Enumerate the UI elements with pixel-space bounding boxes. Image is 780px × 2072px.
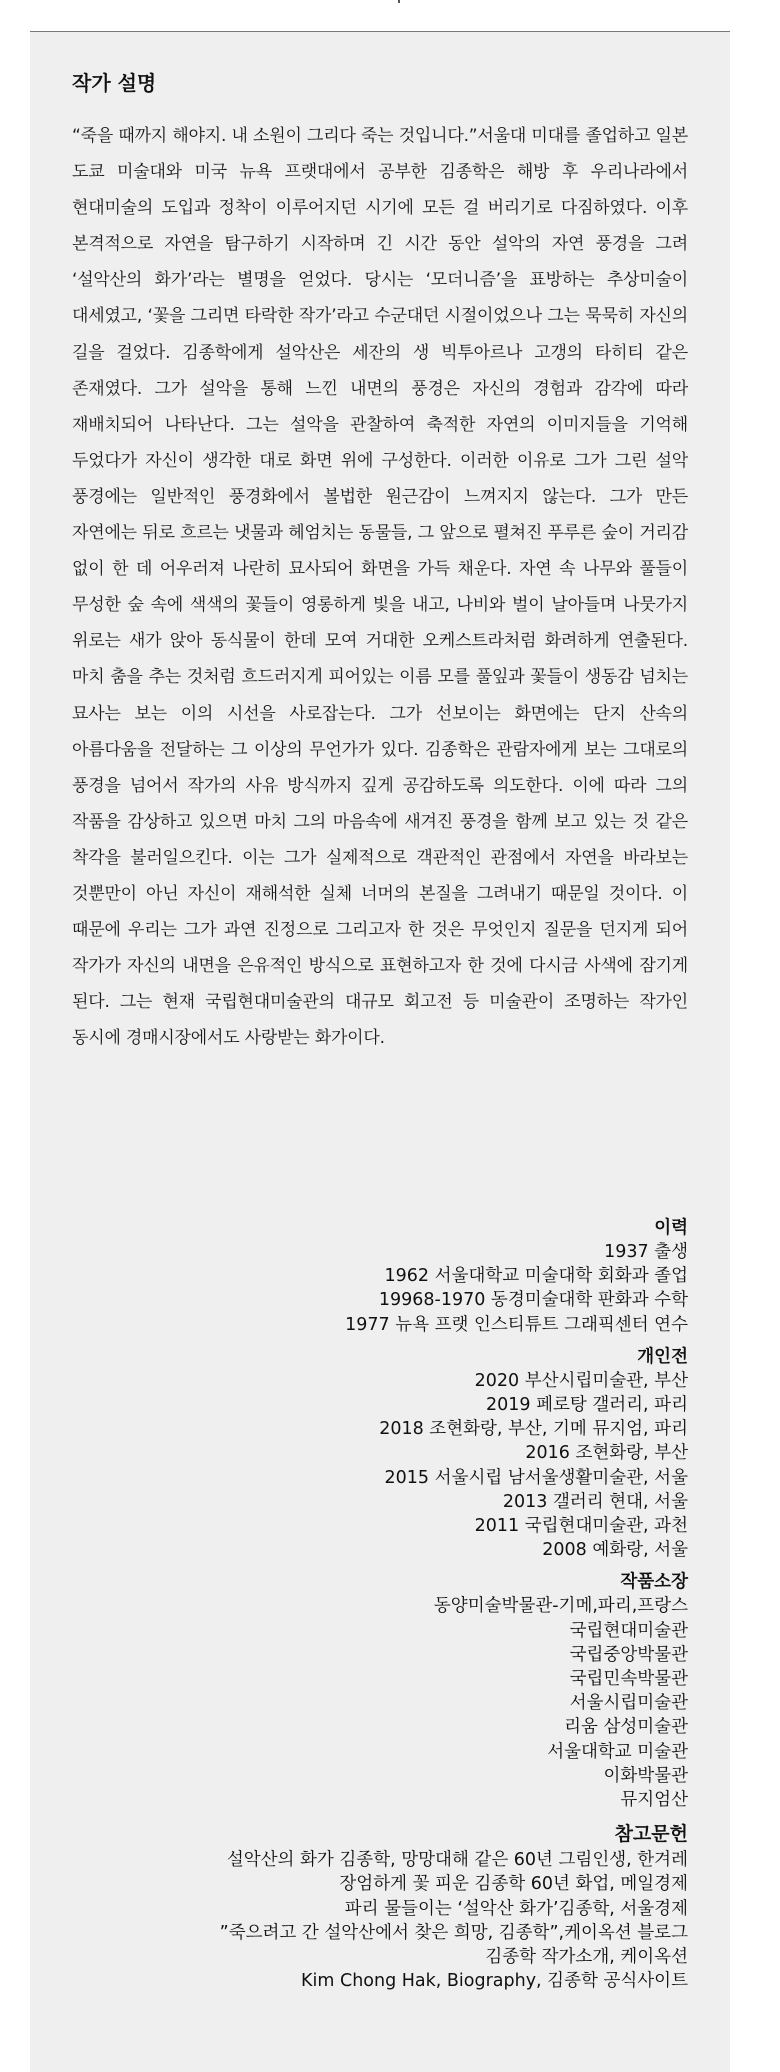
solo-exhibitions-heading: 개인전 [637, 1346, 688, 1367]
exhibition-item: 2015 서울시립 남서울생활미술관, 서울 [384, 1467, 688, 1488]
solo-exhibitions-list [48, 1369, 688, 1563]
collection-item: 동양미술박물관-기메,파리,프랑스 [433, 1596, 688, 1617]
exhibition-item: 2016 조현화랑, 부산 [525, 1443, 688, 1464]
exhibition-item: 2020 부산시립미술관, 부산 [474, 1370, 688, 1391]
collection-item: 국립현대미술관 [569, 1620, 688, 1641]
exhibition-item: 2008 예화랑, 서울 [542, 1540, 688, 1561]
collection-item: 국립중앙박물관 [569, 1644, 688, 1665]
collections-heading: 작품소장 [620, 1572, 688, 1593]
reference-item: 김종학 작가소개, 케이옥션 [485, 1947, 688, 1968]
references-heading: 참고문헌 [614, 1823, 688, 1846]
history-item: 1937 출생 [604, 1242, 688, 1262]
solo-exhibitions-section [48, 1345, 688, 1563]
artist-description-text: “죽을 때까지 해야지. 내 소원이 그리다 죽는 것입니다.”서울대 미대를 졸업하고 일본 도쿄 미술대와 미국 뉴욕 프랫대에서 공부한 김종학은 해방 후 우리나라에서 현대미술의 도입과 정착이 이루어지던 시기에 모든 걸 버리기로 다짐하였다. 이후 본격적으로 자연을 탐구하기 시작하며 긴 시간 동안 설악의 자연 풍경을 그려 ‘설악산의 화가’라는 별명을 얻었다. 당시는 ‘모더니즘’을 표방하는 추상미술이 대세였고, ‘꽃을 그리면 타락한 작가’라고 수군대던 시절이었으나 그는 묵묵히 자신의 길을 걸었다. 김종학에게 설악산은 세잔의 생 빅투아르나 고갱의 타히티 같은 존재였다. 그가 설악을 통해 느낀 내면의 풍경은 자신의 경험과 감각에 따라 재배치되어 나타난다. 그는 설악을 관찰하여 축적한 자연의 이미지들을 기억해 두었다가 자신이 생각한 대로 화면 위에 구성한다. 이러한 이유로 그가 그린 설악 풍경에는 일반적인 풍경화에서 볼법한 원근감이 느껴지지 않는다. 그가 만든 자연에는 뒤로 흐르는 냇물과 헤엄치는 동물들, 그 앞으로 펼쳐진 푸루른 숲이 거리감 없이 한 데 어우러져 나란히 묘사되어 화면을 가득 채운다. 자연 속 나무와 풀들이 무성한 숲 속에 색색의 꽃들이 영롱하게 빛을 내고, 나비와 벌이 날아들며 나뭇가지 위로는 새가 앉아 동식물이 한데 모여 거대한 오케스트라처럼 화려하게 연출된다. 마치 춤을 추는 것처럼 흐드러지게 피어있는 이름 모를 풀잎과 꽃들이 생동감 넘치는 묘사는 보는 이의 시선을 사로잡는다. 그가 선보이는 화면에는 단지 산속의 아름다움을 전달하는 그 이상의 무언가가 있다. 김종학은 관람자에게 보는 그대로의 풍경을 넘어서 작가의 사유 방식까지 깊게 공감하도록 의도한다. 이에 따라 그의 작품을 감상하고 있으면 마치 그의 마음속에 새겨진 풍경을 함께 보고 있는 것 같은 착각을 불러일으킨다. 이는 그가 실제적으로 객관적인 관점에서 자연을 바라보는 것뿐만이 아닌 자신이 재해석한 실체 너머의 본질을 그려내기 때문일 것이다. 이 때문에 우리는 그가 과연 진정으로 그리고자 한 것은 무엇인지 질문을 던지게 되어 작가가 자신의 내면을 은유적인 방식으로 표현하고자 한 것에 다시금 사색에 잠기게 된다. 그는 현재 국립현대미술관의 대규모 회고전 등 미술관이 조명하는 작가인 동시에 경매시장에서도 사랑받는 화가이다. [72, 126, 688, 1049]
reference-item: ”죽으려고 간 설악산에서 찾은 희망, 김종학”,케이옥션 블로그 [219, 1922, 688, 1943]
history-item: 1962 서울대학교 미술대학 회화과 졸업 [384, 1266, 688, 1287]
artist-info [48, 1216, 688, 1993]
history-item: 19968-1970 동경미술대학 판화과 수학 [378, 1290, 688, 1311]
history-heading: 이력 [654, 1218, 688, 1238]
references-section [48, 1822, 688, 1993]
top-edge-mark [398, 0, 400, 3]
exhibition-item: 2013 갤러리 현대, 서울 [502, 1491, 688, 1512]
collections-list [48, 1594, 688, 1812]
collection-item: 국립민속박물관 [569, 1669, 688, 1690]
collections-section [48, 1570, 688, 1812]
collection-item: 리움 삼성미술관 [564, 1717, 688, 1738]
history-item: 1977 뉴욕 프랫 인스티튜트 그래픽센터 연수 [345, 1314, 688, 1335]
exhibition-item: 2018 조현화랑, 부산, 기메 뮤지엄, 파리 [379, 1419, 688, 1440]
reference-item: 파리 물들이는 ‘설악산 화가’김종학, 서울경제 [344, 1898, 688, 1919]
reference-item: Kim Chong Hak, Biography, 김종학 공식사이트 [301, 1971, 688, 1992]
artist-description-panel [30, 32, 730, 2072]
collection-item: 서울시립미술관 [569, 1693, 688, 1714]
collection-item: 서울대학교 미술관 [547, 1741, 688, 1762]
history-list [48, 1240, 688, 1337]
references-list [48, 1848, 688, 1993]
section-title: 작가 설명 [72, 71, 157, 95]
reference-item: 장엄하게 꽃 피운 김종학 60년 화업, 메일경제 [339, 1874, 688, 1895]
collection-item: 뮤지엄산 [620, 1790, 688, 1811]
exhibition-item: 2011 국립현대미술관, 과천 [474, 1516, 688, 1537]
reference-item: 설악산의 화가 김종학, 망망대해 같은 60년 그림인생, 한겨레 [226, 1850, 688, 1871]
collection-item: 이화박물관 [603, 1765, 688, 1786]
history-section [48, 1216, 688, 1337]
exhibition-item: 2019 페로탕 갤러리, 파리 [485, 1395, 688, 1416]
